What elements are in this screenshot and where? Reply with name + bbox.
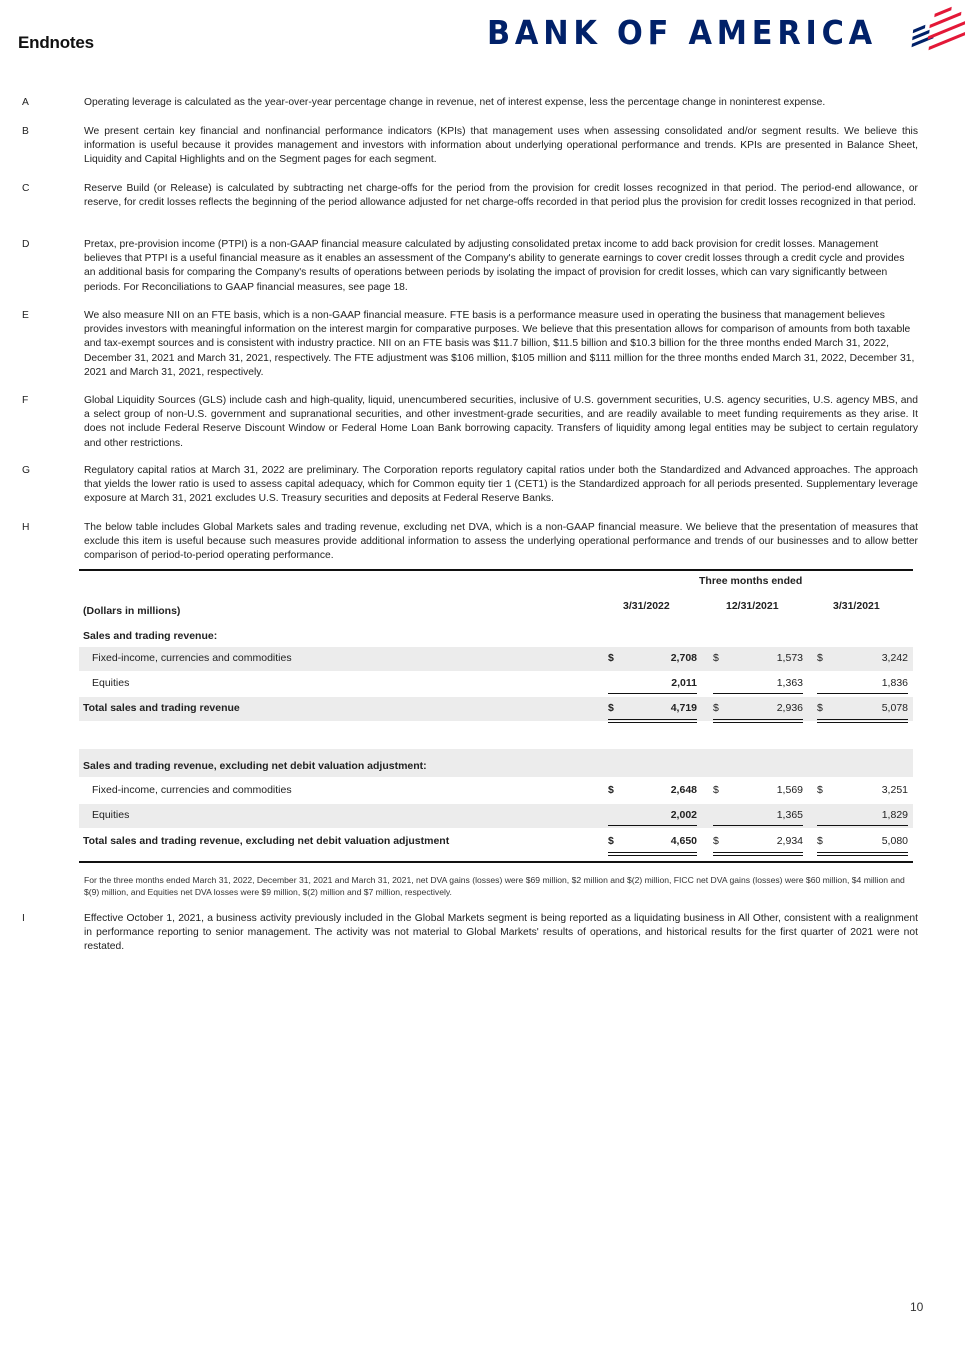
page-number: 10 [910,1300,924,1314]
endnote-letter: E [22,310,29,321]
cell: 1,836 [817,677,908,692]
cell: 2,002 [608,809,697,824]
table-bottom-rule [79,861,913,863]
endnote-text: Pretax, pre-provision income (PTPI) is a non-GAAP financial measure calculated by adjusting consolidated pretax income to add back provision for credit losses. Management believes that PTPI is a useful financial measure as it enables an assessment of the Company's ability to generate earnings to cover credit losses through a credit cycle and provides an additional basis for comparing the Company's results of operations between periods by isolating the impact of provision for credit losses, which can vary significantly between periods. For Reconciliations to GAAP financial measures, see page 18. [84,239,905,293]
cell: 1,829 [817,809,908,824]
flagscape-icon [877,2,965,52]
cell: 1,363 [713,677,803,692]
endnote-text: The below table includes Global Markets sales and trading revenue, excluding net DVA, which is a non-GAAP financial measure. We believe that the presentation of measures that exclude this item is useful because such measures provide additional information to assess the underlying operational performance and trends of our businesses and to allow better comparison of period-to-period operating performance. [84,522,918,562]
row-label: Equities [92,677,130,689]
endnote-letter: B [22,126,29,137]
table-footnote: For the three months ended March 31, 2022, December 31, 2021 and March 31, 2021, net DVA gains (losses) were $69 million, $2 million and $(2) million, FICC net DVA gains (losses) were $60 million, $4 million and $(9) million, and Equities net DVA losses were $9 million, $(2) million and $7 million, respectively. [84,875,905,897]
row-label: Fixed-income, currencies and commodities [92,784,292,796]
section-heading: Sales and trading revenue: [83,630,218,642]
endnote-text: We also measure NII on an FTE basis, which is a non-GAAP financial measure. FTE basis is a performance measure used in operating the business that management believes provides investors with meaningful information on the interest margin for comparative purposes. We believe that this presentation allows for comparison of amounts from both taxable and tax-exempt sources and is consistent with industry practice. NII on an FTE basis was $11.7 billion, $11.5 billion and $10.3 billion for the three months ended March 31, 2022, December 31, 2021 and March 31, 2021, respectively. The FTE adjustment was $106 million, $105 million and $111 million for the three months ended March 31, 2022, December 31, 2021 and March 31, 2021, respectively. [84,310,915,378]
endnote-text: We present certain key financial and nonfinancial performance indicators (KPIs) that management uses when assessing consolidated and/or segment results. We believe this information is useful because it provides management and investors with information about underlying operational performance and trends. KPIs are presented in Balance Sheet, Liquidity and Capital Highlights and on the Segment pages for each segment. [84,126,918,166]
endnote-letter: I [22,913,25,924]
table-row [79,672,913,696]
units-label: (Dollars in millions) [83,605,181,617]
table-row [79,647,913,671]
cell: 1,365 [713,809,803,824]
row-label: Total sales and trading revenue, excluding net debit valuation adjustment [83,835,450,847]
endnote-text: Operating leverage is calculated as the year-over-year percentage change in revenue, net of interest expense, less the percentage change in noninterest expense. [84,97,826,108]
column-header-3-31-2022: 3/31/2022 [623,600,670,612]
page-title: Endnotes [18,33,94,52]
cell: $ 5,080 [817,835,908,850]
row-label: Fixed-income, currencies and commodities [92,652,292,664]
cell: $ 2,648 [608,784,697,796]
cell: $ 2,708 [608,652,697,664]
table-total-row [79,830,913,854]
logo-wordmark: BANK OF AMERICA [487,13,877,52]
table-row [79,779,913,803]
bank-of-america-logo [487,2,967,54]
section-heading: Sales and trading revenue, excluding net debit valuation adjustment: [83,760,427,772]
cell: $ 1,573 [713,652,803,664]
endnote-letter: F [22,395,29,406]
table-total-row [79,697,913,721]
column-group-header: Three months ended [699,575,803,587]
column-header-3-31-2021: 3/31/2021 [833,600,880,612]
cell: $ 3,242 [817,652,908,664]
endnote-letter: A [22,97,29,108]
table-row [79,804,913,828]
cell: $ 1,569 [713,784,803,796]
section-heading-row [79,755,913,779]
endnote-text: Regulatory capital ratios at March 31, 2022 are preliminary. The Corporation reports regulatory capital ratios under both the Standardized and Advanced approaches. The approach that yields the lower ratio is used to assess capital adequacy, which for Common equity tier 1 (CET1) is the Standardized approach for all periods presented. Supplementary leverage exposure at March 31, 2021 excludes U.S. Treasury securities and deposits at Federal Reserve Banks. [84,465,918,505]
endnote-letter: H [22,522,30,533]
cell: $ 4,650 [608,835,697,850]
cell: 2,011 [608,677,697,692]
cell: $ 5,078 [817,702,908,717]
endnote-text: Effective October 1, 2021, a business activity previously included in the Global Markets segment is being reported as a liquidating business in All Other, consistent with a realignment in performance reporting to senior management. The activity was not material to Global Markets' results of operations, and historical results for the first quarter of 2021 were not restated. [84,913,918,953]
endnote-text: Reserve Build (or Release) is calculated by subtracting net charge-offs for the period from the provision for credit losses recognized in that period. The period-end allowance, or reserve, for credit losses reflects the beginning of the period allowance adjusted for net charge-offs recorded in that period plus the provision for credit losses recognized in that period. [84,183,918,209]
endnote-text: Global Liquidity Sources (GLS) include cash and high-quality, liquid, unencumbered securities, inclusive of U.S. government securities, U.S. agency securities, U.S. agency MBS, and a select group of non-U.S. government and supranational securities, and other investment-grade securities, and are readily available to meet funding requirements as they arise. It does not include Federal Reserve Discount Window or Federal Home Loan Bank borrowing capacity. Transfers of liquidity among legal entities may be subject to certain regulatory and other restrictions. [84,395,918,449]
column-header-12-31-2021: 12/31/2021 [726,600,779,612]
cell: $ 2,936 [713,702,803,717]
section-heading-row [79,625,913,649]
endnote-letter: D [22,239,30,250]
endnote-letter: G [22,465,31,476]
cell: $ 3,251 [817,784,908,796]
cell: $ 2,934 [713,835,803,850]
row-label: Total sales and trading revenue [83,702,240,714]
cell: $ 4,719 [608,702,697,717]
row-label: Equities [92,809,130,821]
endnote-letter: C [22,183,30,194]
table-top-rule [79,569,913,571]
